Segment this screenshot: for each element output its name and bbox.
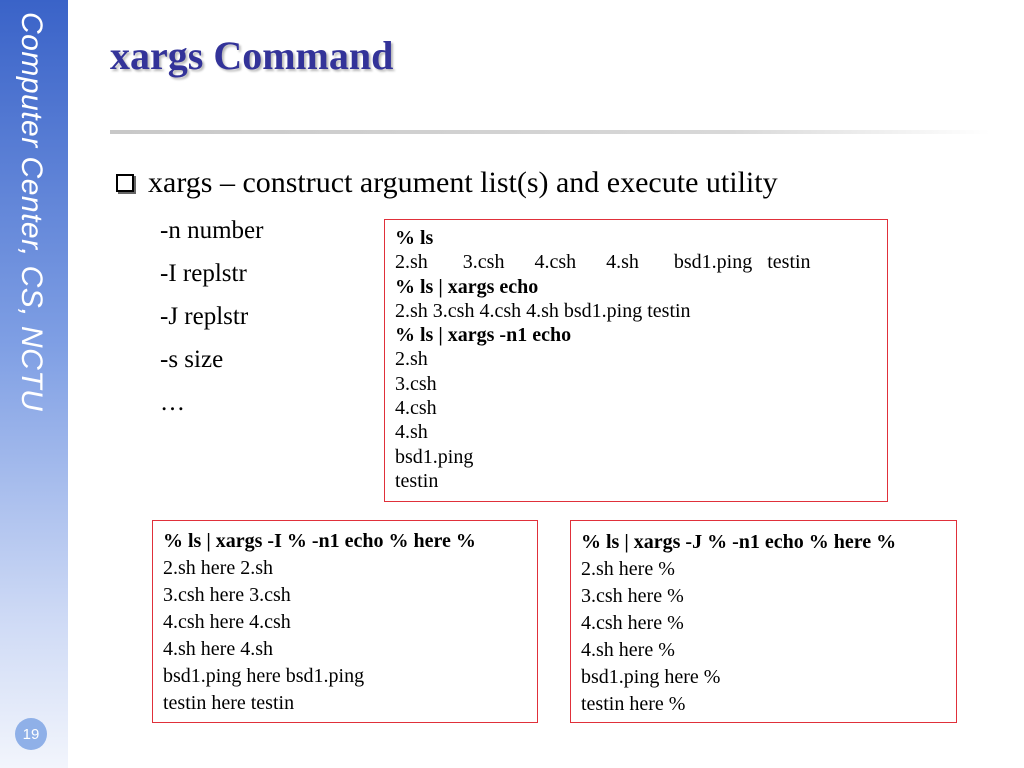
output-line: testin bbox=[395, 469, 439, 492]
output-line: bsd1.ping here bsd1.ping bbox=[163, 665, 365, 687]
option-item: -s size bbox=[160, 346, 224, 373]
main-bullet-text: xargs – construct argument list(s) and execute utility bbox=[148, 166, 778, 199]
output-line: 3.csh bbox=[395, 372, 437, 395]
option-list bbox=[160, 214, 263, 429]
output-line: bsd1.ping bbox=[395, 445, 474, 468]
option-item: … bbox=[160, 389, 185, 416]
output-line: 4.csh bbox=[395, 397, 437, 420]
code-box-replstr-I bbox=[152, 520, 538, 723]
output-line: 4.csh here 4.csh bbox=[163, 611, 291, 633]
output-line: 4.sh here % bbox=[581, 639, 675, 661]
sidebar-org-text: Computer Center, CS, NCTU bbox=[15, 12, 48, 412]
output-line: 2.sh 3.csh 4.csh 4.sh bsd1.ping testin bbox=[395, 251, 811, 274]
option-item: -J replstr bbox=[160, 303, 249, 330]
command-line: % ls | xargs echo bbox=[395, 275, 539, 298]
page-number-badge: 19 bbox=[15, 718, 47, 750]
output-line: testin here testin bbox=[163, 692, 295, 714]
command-line: % ls | xargs -J % -n1 echo % here % bbox=[581, 531, 897, 553]
code-box-replstr-J bbox=[570, 520, 957, 723]
output-line: 4.sh bbox=[395, 421, 428, 444]
code-box-basic-usage bbox=[384, 219, 888, 502]
command-line: % ls | xargs -n1 echo bbox=[395, 324, 572, 347]
command-line: % ls | xargs -I % -n1 echo % here % bbox=[163, 530, 476, 552]
option-item: -I replstr bbox=[160, 260, 247, 287]
output-line: 3.csh here 3.csh bbox=[163, 584, 291, 606]
output-line: 4.csh here % bbox=[581, 612, 684, 634]
output-line: 2.sh here % bbox=[581, 558, 675, 580]
output-line: 2.sh 3.csh 4.csh 4.sh bsd1.ping testin bbox=[395, 299, 691, 322]
output-line: 2.sh bbox=[395, 348, 428, 371]
sidebar bbox=[0, 0, 68, 768]
main-bullet bbox=[116, 166, 778, 200]
slide-title: xargs Command bbox=[110, 33, 394, 78]
output-line: bsd1.ping here % bbox=[581, 666, 721, 688]
command-line: % ls bbox=[395, 227, 434, 249]
output-line: testin here % bbox=[581, 693, 686, 715]
output-line: 3.csh here % bbox=[581, 585, 684, 607]
title-divider bbox=[110, 130, 990, 134]
output-line: 4.sh here 4.sh bbox=[163, 638, 273, 660]
output-line: 2.sh here 2.sh bbox=[163, 557, 273, 579]
checkbox-bullet-icon bbox=[116, 174, 134, 192]
option-item: -n number bbox=[160, 217, 264, 244]
